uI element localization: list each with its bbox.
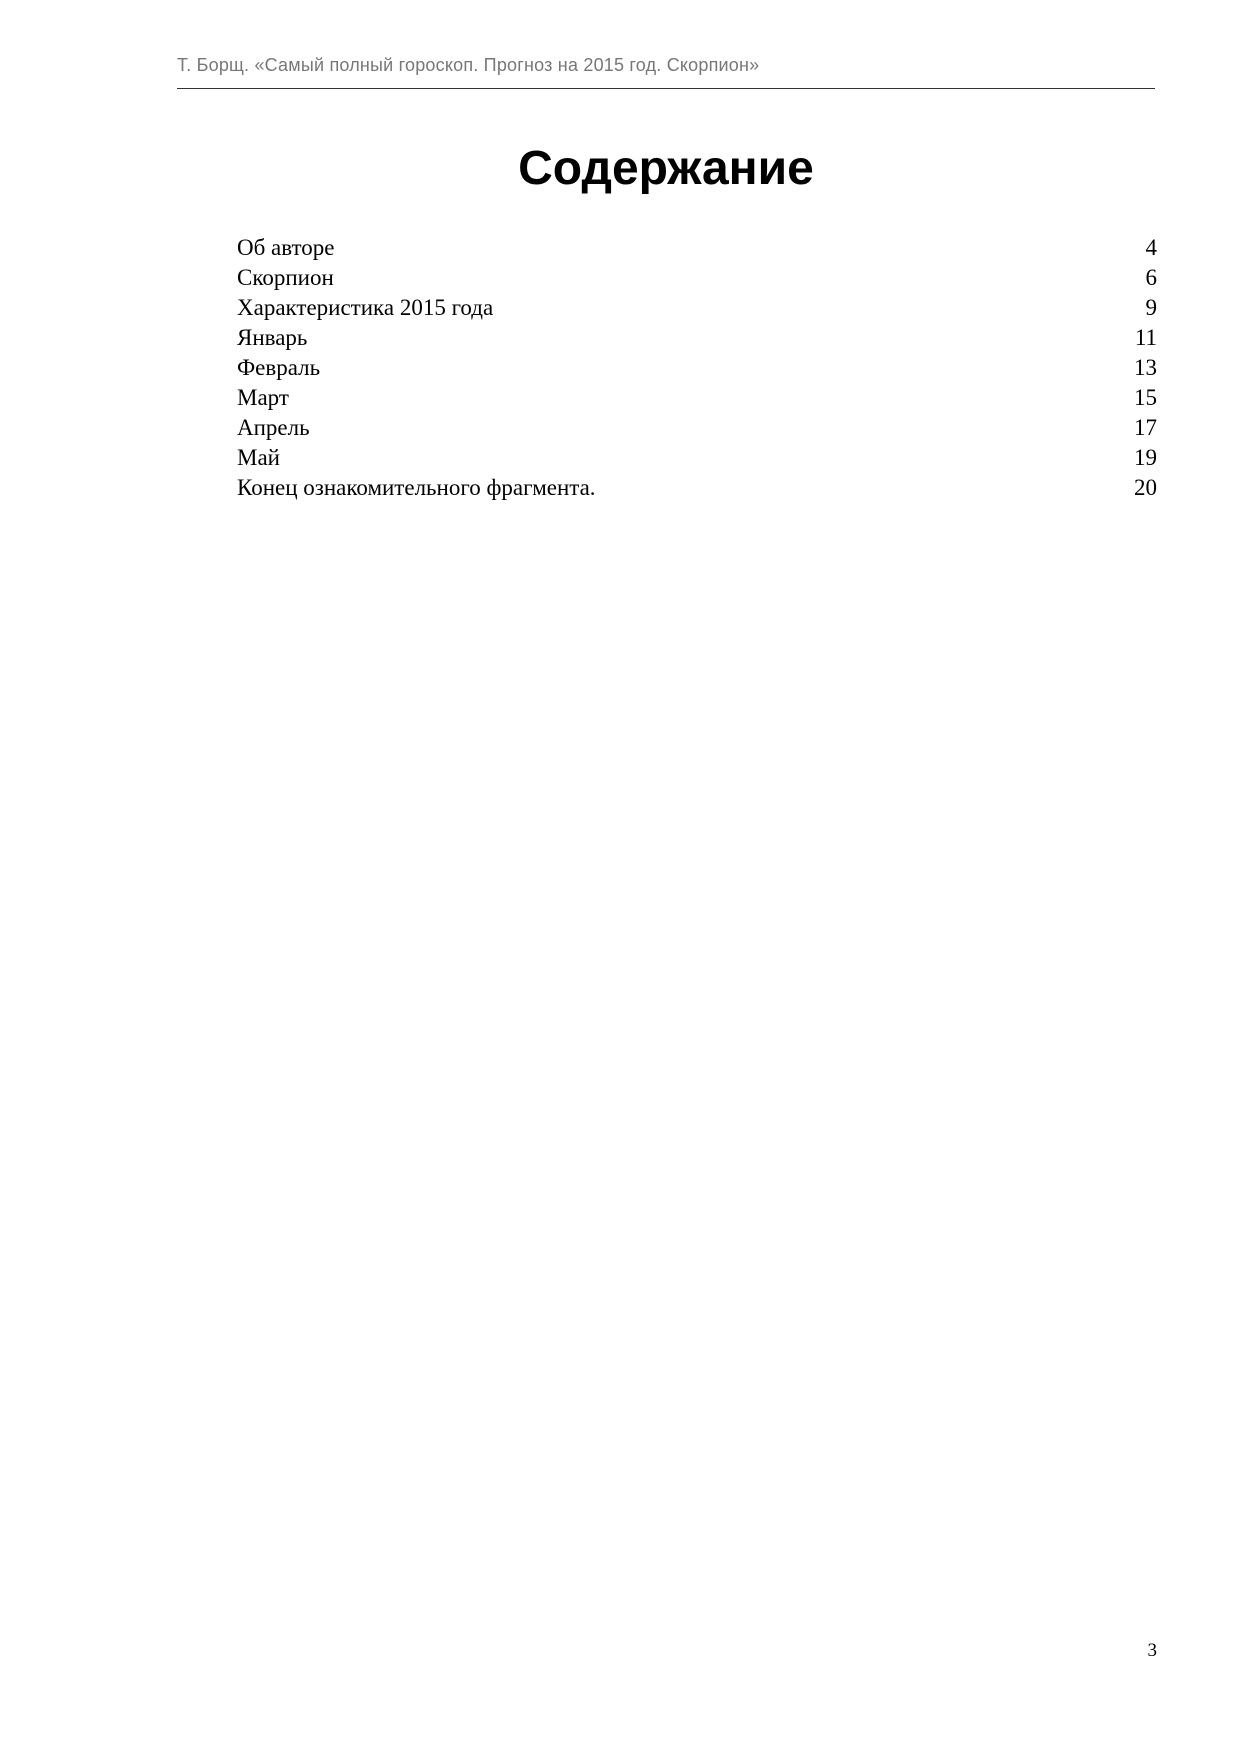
table-of-contents [237,233,1157,503]
toc-item-page: 6 [1145,265,1157,290]
toc-item-page: 4 [1145,235,1157,260]
toc-item-page: 19 [1134,445,1157,470]
toc-item-title: Об авторе [237,235,335,260]
toc-item-title: Май [237,445,280,470]
toc-item-scorpio[interactable] [237,263,1157,293]
toc-item-title: Скорпион [237,265,334,290]
toc-item-page: 13 [1134,355,1157,380]
toc-item-title: Январь [237,325,308,350]
toc-item-may[interactable] [237,443,1157,473]
toc-item-february[interactable] [237,353,1157,383]
page-title: Содержание [518,142,814,195]
toc-item-about-author[interactable] [237,233,1157,263]
page-number: 3 [1147,1640,1157,1661]
header-divider [177,88,1155,89]
toc-item-title: Март [237,385,289,410]
toc-item-title: Февраль [237,355,321,380]
toc-item-title: Характеристика 2015 года [237,295,494,320]
toc-item-title: Конец ознакомительного фрагмента. [237,475,596,500]
toc-item-year-characteristics[interactable] [237,293,1157,323]
toc-item-page: 9 [1145,295,1157,320]
toc-item-end-of-fragment[interactable] [237,473,1157,503]
toc-item-page: 20 [1134,475,1157,500]
toc-item-page: 11 [1134,325,1157,350]
toc-item-march[interactable] [237,383,1157,413]
toc-item-title: Апрель [237,415,310,440]
toc-item-page: 15 [1134,385,1157,410]
toc-item-page: 17 [1134,415,1157,440]
toc-item-january[interactable] [237,323,1157,353]
running-header: Т. Борщ. «Самый полный гороскоп. Прогноз на 2015 год. Скорпион» [177,55,760,75]
toc-item-april[interactable] [237,413,1157,443]
